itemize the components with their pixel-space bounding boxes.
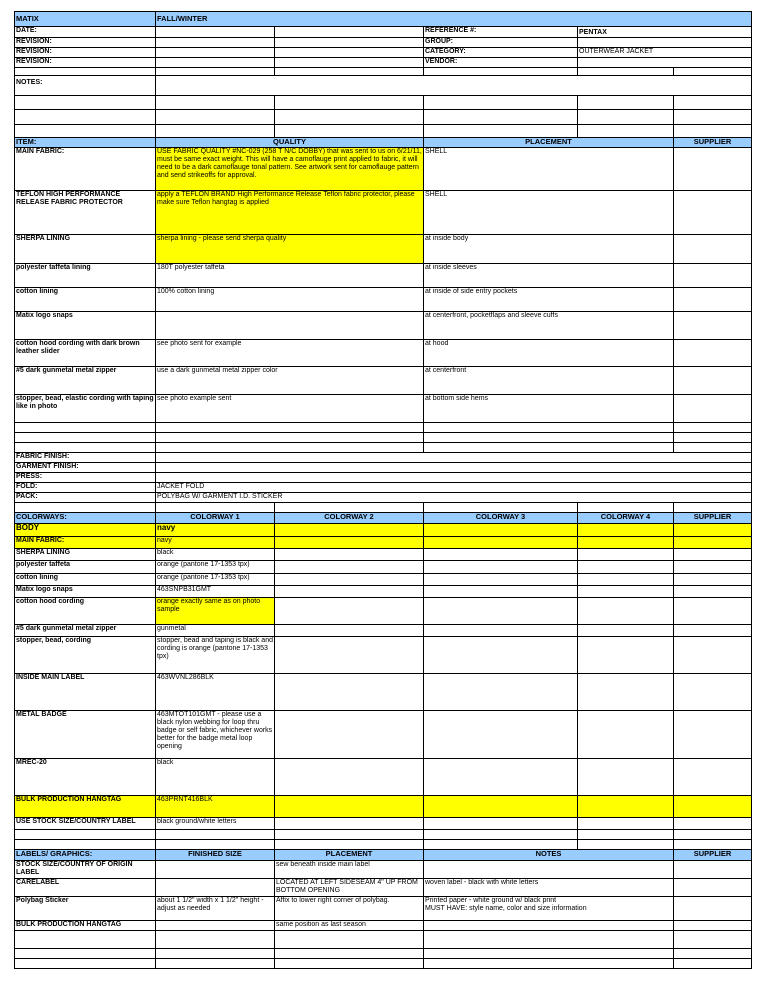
supplier-cell [674,148,752,191]
fabric-finish-label: FABRIC FINISH: [15,453,156,463]
quality-cell: see photo sent for example [156,340,424,367]
item-cell: Matix logo snaps [15,312,156,340]
revision-label: REVISION: [15,38,156,48]
placement-cell: SHELL [424,148,674,191]
colorway-value: orange (pantone 17-1353 tpx) [156,574,275,586]
colorway-item: INSIDE MAIN LABEL [15,674,156,711]
table-row [15,759,752,796]
table-row [15,598,752,625]
item-cell: polyester taffeta lining [15,264,156,288]
item-cell: MAIN FABRIC: [15,148,156,191]
placement-cell: at inside sleeves [424,264,674,288]
notes-label: NOTES: [15,76,156,96]
supplier-cell [674,288,752,312]
table-row [15,561,752,574]
colorway-supplier-header: SUPPLIER [674,513,752,524]
table-row [15,312,752,340]
quality-cell: 180T polyester taffeta [156,264,424,288]
table-row [15,549,752,561]
supplier-cell [674,312,752,340]
item-cell: cotton hood cording with dark brown leather slider [15,340,156,367]
quality-cell: see photo example sent [156,395,424,423]
season-title: FALL/WINTER [156,12,752,27]
table-row [15,524,752,537]
label-size [156,879,275,897]
quality-cell [156,312,424,340]
table-row [15,897,752,921]
table-row [15,796,752,818]
table-row [15,711,752,759]
vendor-value [578,58,752,68]
table-row [15,879,752,897]
colorway-value: navy [156,537,275,549]
table-row [15,921,752,931]
colorway-item: Matix logo snaps [15,586,156,598]
label-size [156,861,275,879]
table-row [15,586,752,598]
brand-title: MATIX [15,12,156,27]
table-row [15,367,752,395]
placement-cell: at hood [424,340,674,367]
table-row [15,861,752,879]
label-placement: sew beneath inside main label [275,861,424,879]
category-value: OUTERWEAR JACKET [578,48,752,58]
table-row [15,574,752,586]
colorway-value: 463MTOT101GMT - please use a black nylon webbing for loop thru badge or self fabric, whichever works better for the badge metal loop opening [156,711,275,759]
label-size [156,921,275,931]
item-cell: TEFLON HIGH PERFORMANCE RELEASE FABRIC PROTECTOR [15,191,156,235]
item-header: ITEM: [15,138,156,148]
table-row [15,818,752,830]
placement-header: PLACEMENT [424,138,674,148]
colorway-item: #5 dark gunmetal metal zipper [15,625,156,637]
quality-cell: apply a TEFLON BRAND High Performance Release Teflon fabric protector, please make sure Teflon hangtag is applied [156,191,424,235]
label-item: Polybag Sticker [15,897,156,921]
colorway-1-header: COLORWAY 1 [156,513,275,524]
colorway-item: METAL BADGE [15,711,156,759]
label-item: STOCK SIZE/COUNTRY OF ORIGIN LABEL [15,861,156,879]
colorway-item: MREC-20 [15,759,156,796]
colorway-item: BODY [15,524,156,537]
colorway-value: black ground/white letters [156,818,275,830]
placement-cell: at centerfront [424,367,674,395]
colorway-value: orange exactly same as on photo sample [156,598,275,625]
finished-size-header: FINISHED SIZE [156,850,275,861]
table-row [15,264,752,288]
table-row [15,537,752,549]
colorway-item: polyester taffeta [15,561,156,574]
pack-label: PACK: [15,493,156,503]
revision-label: REVISION: [15,58,156,68]
table-row [15,191,752,235]
supplier-cell [674,340,752,367]
quality-cell: sherpa lining - please send sherpa quality [156,235,424,264]
date-value[interactable] [156,27,275,38]
supplier-header: SUPPLIER [674,138,752,148]
table-row [15,395,752,423]
label-placement: Affix to lower right corner of polybag. [275,897,424,921]
supplier-cell [674,367,752,395]
supplier-cell [674,235,752,264]
label-placement: LOCATED AT LEFT SIDESEAM 4" UP FROM BOTTOM OPENING [275,879,424,897]
colorway-item: BULK PRODUCTION HANGTAG [15,796,156,818]
colorway-4-header: COLORWAY 4 [578,513,674,524]
garment-finish-label: GARMENT FINISH: [15,463,156,473]
spec-sheet [14,11,752,969]
colorway-value: navy [156,524,275,537]
colorway-item: SHERPA LINING [15,549,156,561]
placement-cell: at inside of side entry pockets [424,288,674,312]
quality-header: QUALITY [156,138,424,148]
group-value [578,38,752,48]
colorway-item: stopper, bead, cording [15,637,156,674]
item-cell: #5 dark gunmetal metal zipper [15,367,156,395]
table-row [15,625,752,637]
date-label: DATE: [15,27,156,38]
colorway-value: 463SNPB31GMT [156,586,275,598]
press-label: PRESS: [15,473,156,483]
pack-value: POLYBAG W/ GARMENT I.D. STICKER [156,493,752,503]
placement-cell: at inside body [424,235,674,264]
group-label: GROUP: [424,38,578,48]
table-row [15,235,752,264]
colorway-item: MAIN FABRIC: [15,537,156,549]
labels-header: LABELS/ GRAPHICS: [15,850,156,861]
table-row [15,148,752,191]
item-cell: cotton lining [15,288,156,312]
labels-placement-header: PLACEMENT [275,850,424,861]
table-row [15,288,752,312]
colorway-value: 463WVNL286BLK [156,674,275,711]
category-label: CATEGORY: [424,48,578,58]
colorway-value: orange (pantone 17-1353 tpx) [156,561,275,574]
supplier-cell [674,264,752,288]
label-notes [424,861,674,879]
item-cell: SHERPA LINING [15,235,156,264]
colorway-item: cotton hood cording [15,598,156,625]
colorway-value: black [156,759,275,796]
label-size: about 1 1/2" width x 1 1/2" height - adjust as needed [156,897,275,921]
label-placement: same position as last season [275,921,424,931]
supplier-cell [674,191,752,235]
fold-value: JACKET FOLD [156,483,752,493]
spec-table [14,11,752,969]
label-notes: woven label - black with white letters [424,879,674,897]
quality-cell: 100% cotton lining [156,288,424,312]
colorway-item: cotton lining [15,574,156,586]
quality-cell: USE FABRIC QUALITY #NC-029 (258 T N/C DOBBY) that was sent to us on 6/21/11, must be same exact weight. This will have a camoflauge print applied to fabric, it will need to be a dark camoflauge tonal pattern. See artwork sent for camoflauge pattern and send strikeoffs for approval. [156,148,424,191]
revision-label: REVISION: [15,48,156,58]
colorway-value: gunmetal [156,625,275,637]
labels-supplier-header: SUPPLIER [674,850,752,861]
placement-cell: at centerfront, pocketflaps and sleeve cuffs [424,312,674,340]
colorway-3-header: COLORWAY 3 [424,513,578,524]
vendor-label: VENDOR: [424,58,578,68]
labels-notes-header: NOTES [424,850,674,861]
item-cell: stopper, bead, elastic cording with taping like in photo [15,395,156,423]
supplier-cell [674,395,752,423]
reference-label: REFERENCE #: [424,27,578,38]
colorway-2-header: COLORWAY 2 [275,513,424,524]
table-row [15,340,752,367]
placement-cell: SHELL [424,191,674,235]
quality-cell: use a dark gunmetal metal zipper color [156,367,424,395]
colorway-item: USE STOCK SIZE/COUNTRY LABEL [15,818,156,830]
table-row [15,637,752,674]
colorways-header: COLORWAYS: [15,513,156,524]
placement-cell: at bottom side hems [424,395,674,423]
reference-value: PENTAX [578,27,752,38]
label-item: CARELABEL [15,879,156,897]
label-item: BULK PRODUCTION HANGTAG [15,921,156,931]
label-notes: Printed paper - white ground w/ black print MUST HAVE: style name, color and size information [424,897,674,921]
table-row [15,674,752,711]
label-notes [424,921,674,931]
notes-area[interactable] [156,76,752,96]
fold-label: FOLD: [15,483,156,493]
colorway-value: 463PRNT416BLK [156,796,275,818]
colorway-value: stopper, bead and taping is black and cording is orange (pantone 17-1353 tpx) [156,637,275,674]
colorway-value: black [156,549,275,561]
